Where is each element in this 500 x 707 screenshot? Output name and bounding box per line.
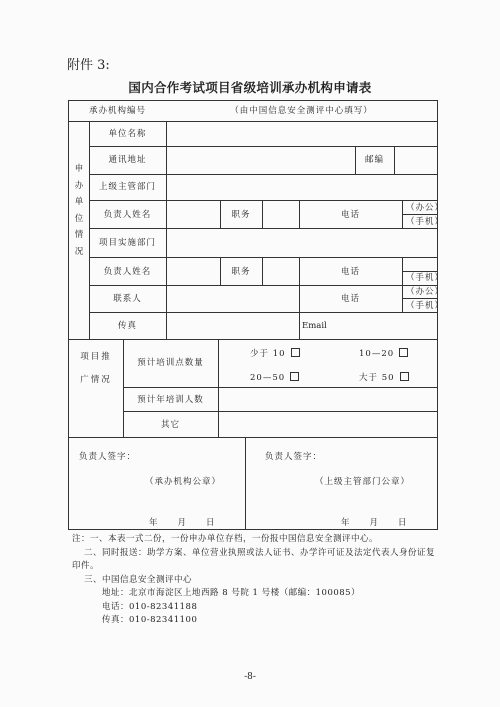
dept-phone-mobile-label: （手机） <box>406 273 445 283</box>
org-number-note: （由中国信息安全测评中心填写） <box>230 106 373 116</box>
dept-head-name-label: 负责人姓名 <box>103 267 152 277</box>
option-20-50[interactable]: 20—50 <box>250 372 299 383</box>
head-name-label: 负责人姓名 <box>103 210 152 220</box>
sites-count-label: 预计培训点数量 <box>137 358 204 368</box>
note-line-4: 三、中国信息安全测评中心 <box>84 574 193 585</box>
checkbox-more-than-50[interactable] <box>400 372 409 381</box>
supervisor-label: 上级主管部门 <box>98 182 156 192</box>
left-signature-label: 负责人签字： <box>79 452 137 462</box>
note-line-1: 注：一、本表一式二份，一份申办单位存档，一份报中国信息安全测评中心。 <box>72 534 379 544</box>
form-title: 国内合作考试项目省级培训承办机构申请表 <box>128 80 372 95</box>
yearly-trainees-label: 预计年培训人数 <box>137 395 204 405</box>
other-label: 其它 <box>160 420 180 430</box>
org-number-label: 承办机构编号 <box>88 106 146 116</box>
dept-position-label: 职务 <box>231 267 251 277</box>
dept-phone-label: 电话 <box>340 267 360 277</box>
attachment-label: 附件 3: <box>67 58 110 73</box>
contact-phone-label: 电话 <box>340 294 360 304</box>
notes-section <box>72 533 442 628</box>
checkbox-10-20[interactable] <box>399 348 408 357</box>
right-seal-label: （上级主管部门公章） <box>315 477 411 487</box>
left-seal-label: （承办机构公章） <box>145 477 222 487</box>
option-10-20[interactable]: 10—20 <box>359 348 408 359</box>
note-address: 地址：北京市海淀区上地西路 8 号院 1 号楼（邮编：100085） <box>102 588 361 598</box>
note-line-2: 二、同时报送：助学方案、单位营业执照或法人证书、办学许可证及法定代表人身份证复 <box>84 547 436 558</box>
project-dept-label: 项目实施部门 <box>98 238 156 248</box>
option-more-than-50[interactable]: 大于 50 <box>359 372 409 383</box>
application-form-table <box>68 100 445 530</box>
postcode-label: 邮编 <box>364 155 384 165</box>
fax-label: 传真 <box>117 321 137 331</box>
phone-mobile-label: （手机） <box>406 217 445 227</box>
note-fax: 传真：010-82341100 <box>102 615 198 625</box>
checkbox-20-50[interactable] <box>290 372 299 381</box>
host-section-label: 申办单位情况 <box>74 164 84 257</box>
phone-office-label: （办公） <box>406 203 445 213</box>
unit-name-label: 单位名称 <box>108 129 147 139</box>
page-number: -8- <box>244 672 256 682</box>
right-date: 年 月 日 <box>341 518 407 528</box>
email-label: Email <box>302 321 327 331</box>
position-label: 职务 <box>231 210 251 220</box>
note-line-3: 印件。 <box>72 561 100 571</box>
option-less-than-10[interactable]: 少于 10 <box>250 348 300 359</box>
contact-phone-mobile-label: （手机） <box>406 301 445 311</box>
note-phone: 电话：010-82341188 <box>102 601 198 612</box>
checkbox-less-than-10[interactable] <box>291 348 300 357</box>
contact-label: 联系人 <box>113 294 142 304</box>
phone-label: 电话 <box>340 210 360 220</box>
address-label: 通讯地址 <box>108 155 147 165</box>
promo-section-label: 项目推广情况 <box>80 352 112 385</box>
right-signature-label: 负责人签字： <box>265 452 323 462</box>
left-date: 年 月 日 <box>149 518 215 528</box>
contact-phone-office-label: （办公） <box>406 287 445 297</box>
